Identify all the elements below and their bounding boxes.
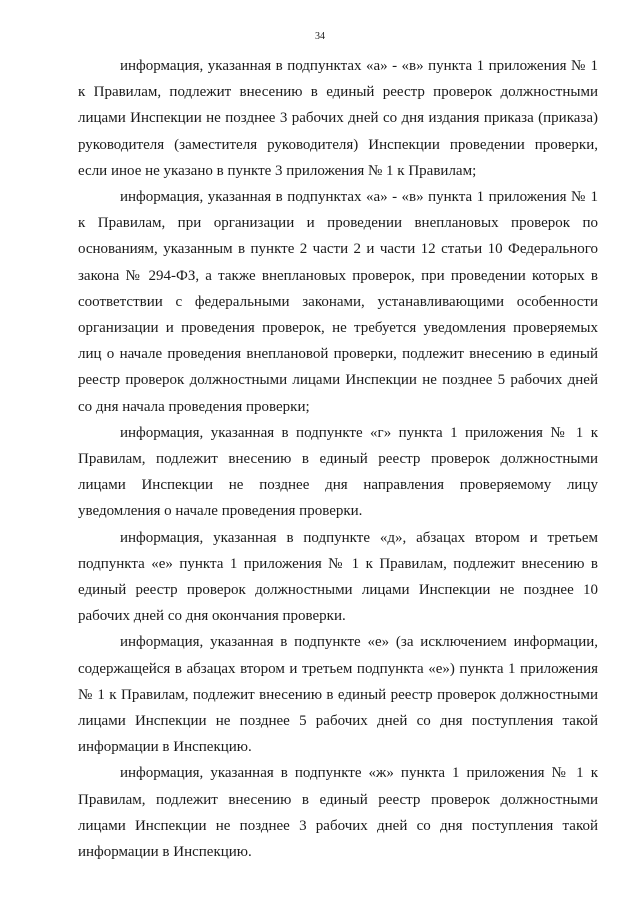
paragraph-info-g-notification: информация, указанная в подпункте «г» пункта 1 приложения № 1 к Правилам, подлежит внесению в единый реестр проверок должностными лицами Инспекции не позднее дня направления проверяемому лицу уведомления о начале проведения проверки. bbox=[78, 424, 598, 520]
paragraph-info-e-receipt: информация, указанная в подпункте «е» (за исключением информации, содержащейся в абзацах втором и третьем подпункта «е») пункта 1 приложения № 1 к Правилам, подлежит внесению в единый реестр проверок должностными лицами Инспекции не позднее 5 рабочих дней со дня поступления такой информации в Инспекцию. bbox=[78, 634, 598, 756]
paragraph-info-d-e-completion: информация, указанная в подпункте «д», абзацах втором и третьем подпункта «е» пункта 1 приложения № 1 к Правилам, подлежит внесению в единый реестр проверок должностными лицами Инспекции не позднее 10 рабочих дней со дня окончания проверки. bbox=[78, 529, 598, 625]
paragraph-info-zh-receipt: информация, указанная в подпункте «ж» пункта 1 приложения № 1 к Правилам, подлежит внесению в единый реестр проверок должностными лицами Инспекции не позднее 3 рабочих дней со дня поступления такой информации в Инспекцию. bbox=[78, 765, 598, 861]
page-number: 34 bbox=[315, 31, 325, 42]
paragraph-info-unscheduled-inspections: информация, указанная в подпунктах «а» - «в» пункта 1 приложения № 1 к Правилам, при организации и проведении внеплановых проверок по основаниям, указанным в пункте 2 части 2 и части 12 статьи 10 Федерального закона № 294-ФЗ, а также внеплановых проверок, при проведении которых в соответствии с федеральными законами, устанавливающими особенности организации и проведения проверок, не требуется уведомления проверяемых лиц о начале проведения внеплановой проверки, подлежит внесению в единый реестр проверок должностными лицами Инспекции не позднее 5 рабочих дней со дня начала проведения проверки; bbox=[78, 189, 598, 415]
paragraph-info-a-v-deadline: информация, указанная в подпунктах «а» - «в» пункта 1 приложения № 1 к Правилам, подлежит внесению в единый реестр проверок должностными лицами Инспекции не позднее 3 рабочих дней со дня издания приказа (приказа) руководителя (заместителя руководителя) Инспекции проведении проверки, если иное не указано в пункте 3 приложения № 1 к Правилам; bbox=[78, 58, 598, 179]
document-body bbox=[78, 53, 598, 865]
